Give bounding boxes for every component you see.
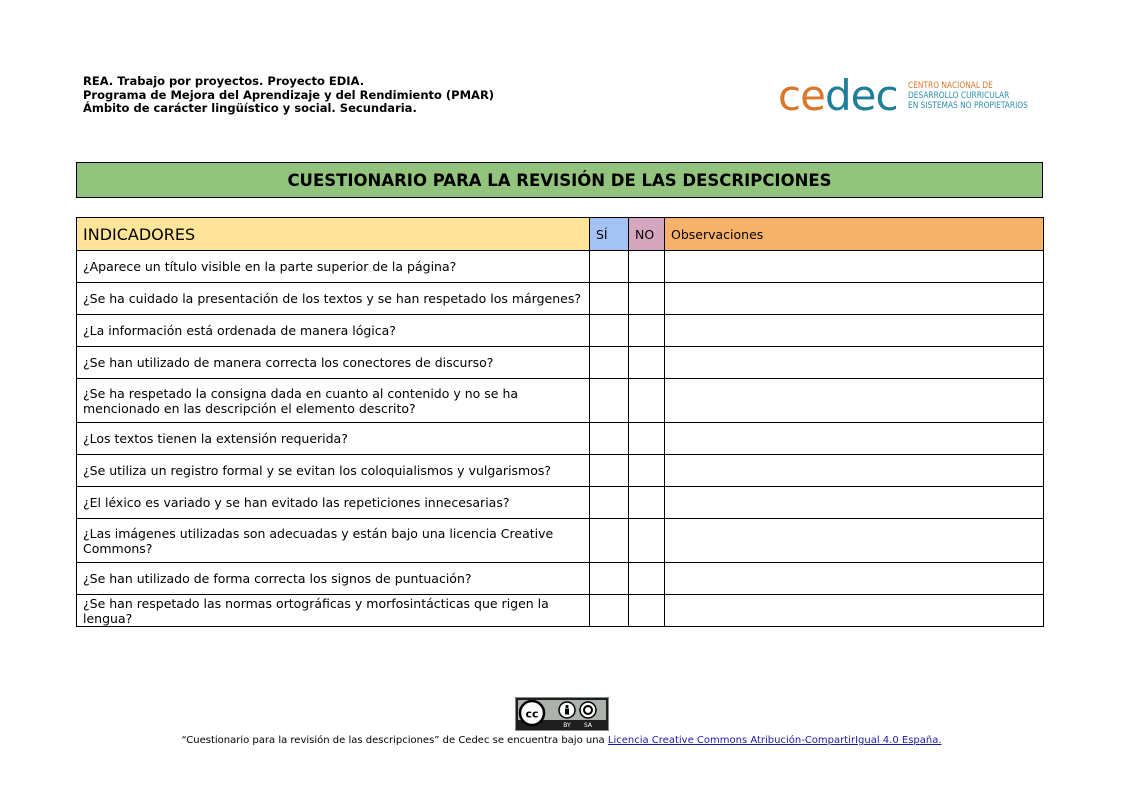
indicator-cell: ¿Se han utilizado de forma correcta los signos de puntuación? (77, 563, 590, 595)
table-row (77, 379, 1044, 423)
logo-word-dec: dec (824, 71, 898, 120)
yes-cell[interactable] (590, 595, 629, 627)
table-header-row (77, 218, 1044, 251)
indicator-cell: ¿El léxico es variado y se han evitado las repeticiones innecesarias? (77, 487, 590, 519)
license-footer (0, 735, 1123, 746)
no-cell[interactable] (629, 315, 665, 347)
table-row (77, 315, 1044, 347)
header-line-3: Ámbito de carácter lingüístico y social. Secundaria. (83, 101, 417, 115)
no-cell[interactable] (629, 595, 665, 627)
indicator-cell: ¿Se ha respetado la consigna dada en cuanto al contenido y no se ha mencionado en las descripción el elemento descrito? (77, 379, 590, 423)
observations-cell[interactable] (665, 519, 1044, 563)
no-cell[interactable] (629, 487, 665, 519)
page-title: CUESTIONARIO PARA LA REVISIÓN DE LAS DESCRIPCIONES (76, 162, 1043, 198)
cedec-logo (778, 71, 1038, 120)
table-row (77, 347, 1044, 379)
yes-cell[interactable] (590, 487, 629, 519)
document-header (83, 75, 494, 116)
logo-text-line-3: EN SISTEMAS NO PROPIETARIOS (907, 101, 1028, 111)
yes-cell[interactable] (590, 519, 629, 563)
column-header-indicators: INDICADORES (77, 218, 590, 251)
license-link[interactable]: Licencia Creative Commons Atribución-CompartirIgual 4.0 España. (607, 735, 942, 746)
header-line-1: REA. Trabajo por proyectos. Proyecto EDIA. (83, 74, 365, 88)
yes-cell[interactable] (590, 315, 629, 347)
observations-cell[interactable] (665, 595, 1044, 627)
no-cell[interactable] (629, 455, 665, 487)
yes-cell[interactable] (590, 423, 629, 455)
no-cell[interactable] (629, 519, 665, 563)
sa-icon (580, 702, 596, 718)
indicator-cell: ¿Se utiliza un registro formal y se evitan los coloquialismos y vulgarismos? (77, 455, 590, 487)
indicator-cell: ¿La información está ordenada de manera lógica? (77, 315, 590, 347)
observations-cell[interactable] (665, 251, 1044, 283)
observations-cell[interactable] (665, 347, 1044, 379)
yes-cell[interactable] (590, 347, 629, 379)
no-cell[interactable] (629, 283, 665, 315)
observations-cell[interactable] (665, 563, 1044, 595)
table-row (77, 595, 1044, 627)
header-line-2: Programa de Mejora del Aprendizaje y del Rendimiento (PMAR) (83, 87, 495, 102)
table-row (77, 487, 1044, 519)
indicator-cell: ¿Las imágenes utilizadas son adecuadas y están bajo una licencia Creative Commons? (77, 519, 590, 563)
table-row (77, 519, 1044, 563)
no-cell[interactable] (629, 423, 665, 455)
yes-cell[interactable] (590, 379, 629, 423)
logo-text-line-1: CENTRO NACIONAL DE (907, 81, 993, 91)
column-header-yes: SÍ (590, 218, 629, 251)
table-row (77, 455, 1044, 487)
sa-label: SA (583, 722, 593, 729)
no-cell[interactable] (629, 251, 665, 283)
cedec-logo-word (778, 71, 898, 120)
indicator-cell: ¿Se ha cuidado la presentación de los textos y se han respetado los márgenes? (77, 283, 590, 315)
table-row (77, 283, 1044, 315)
observations-cell[interactable] (665, 315, 1044, 347)
yes-cell[interactable] (590, 455, 629, 487)
table-row (77, 563, 1044, 595)
observations-cell[interactable] (665, 283, 1044, 315)
table-row (77, 423, 1044, 455)
observations-cell[interactable] (665, 423, 1044, 455)
cc-by-sa-badge[interactable] (515, 697, 609, 731)
indicator-cell: ¿Los textos tienen la extensión requerida? (77, 423, 590, 455)
cc-icon-label: cc (525, 707, 539, 721)
logo-word-ce: ce (778, 71, 825, 120)
observations-cell[interactable] (665, 379, 1044, 423)
yes-cell[interactable] (590, 563, 629, 595)
logo-text-line-2: DESARROLLO CURRICULAR (907, 91, 1009, 101)
observations-cell[interactable] (665, 455, 1044, 487)
no-cell[interactable] (629, 563, 665, 595)
no-cell[interactable] (629, 379, 665, 423)
cedec-logo-text (908, 81, 1028, 111)
yes-cell[interactable] (590, 283, 629, 315)
column-header-observations: Observaciones (665, 218, 1044, 251)
indicator-cell: ¿Se han utilizado de manera correcta los conectores de discurso? (77, 347, 590, 379)
no-cell[interactable] (629, 347, 665, 379)
column-header-no: NO (629, 218, 665, 251)
indicator-cell: ¿Se han respetado las normas ortográficas y morfosintácticas que rigen la lengua? (77, 595, 590, 627)
questionnaire-table (76, 217, 1044, 627)
license-text: “Cuestionario para la revisión de las descripciones” de Cedec se encuentra bajo una (181, 735, 608, 746)
indicator-cell: ¿Aparece un título visible en la parte superior de la página? (77, 251, 590, 283)
table-row (77, 251, 1044, 283)
yes-cell[interactable] (590, 251, 629, 283)
observations-cell[interactable] (665, 487, 1044, 519)
by-label: BY (563, 722, 571, 729)
